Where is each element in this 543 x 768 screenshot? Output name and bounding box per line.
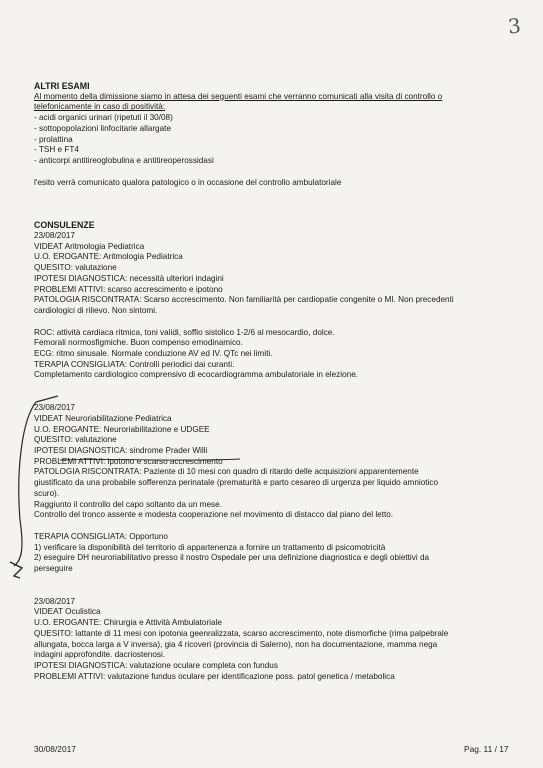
altri-esami-intro-line1: Al momento della dimissione siamo in attesa dei seguenti esami che verranno comunicati alla visita di controllo o — [34, 91, 443, 101]
handwritten-page-number: 3 — [506, 13, 522, 39]
section-heading-consulenze: CONSULENZE — [34, 220, 95, 231]
consult-videat: VIDEAT Aritmologia Pediatrica — [34, 241, 145, 251]
document-body — [34, 81, 514, 682]
consult-uo: U.O. EROGANTE: Neuroriabilitazione e UDGEE — [34, 424, 210, 434]
consult-ipotesi: IPOTESI DIAGNOSTICA: sindrome Prader Willi — [34, 445, 208, 455]
consult-problemi: PROBLEMI ATTIVI: valutazione fundus oculare per identificazione poss. patol genetica / metabolica — [34, 671, 395, 681]
consult-terapia-item: 1) verificare la disponibilità del territorio di appartenenza a fornire un trattamento di psicomotricità — [34, 542, 386, 552]
consult-ipotesi: IPOTESI DIAGNOSTICA: necessità ulteriori indagini — [34, 273, 224, 283]
consult-uo: U.O. EROGANTE: Chirurgia e Attività Ambulatoriale — [34, 618, 222, 628]
consult-date: 23/08/2017 — [34, 231, 75, 241]
exam-item: - TSH e FT4 — [34, 145, 79, 155]
footer-date: 30/08/2017 — [34, 744, 76, 754]
consult-problemi: PROBLEMI ATTIVI: ipotono e scarso accrescimento — [34, 456, 223, 466]
consult-uo: U.O. EROGANTE: Aritmologia Pediatrica — [34, 252, 183, 262]
consult-ecg: ECG: ritmo sinusale. Normale conduzione AV ed IV. QTc nei limiti. — [34, 349, 273, 359]
consult-controllo: Controllo del tronco assente e modesta cooperazione nel movimento di distacco dal piano del letto. — [34, 510, 394, 520]
footer-page-number: Pag. 11 / 17 — [464, 744, 509, 754]
consult-terapia-item: perseguire — [34, 564, 73, 574]
consult-patologia: cardiologici di rilievo. Non sintomi. — [34, 305, 158, 315]
consult-quesito: QUESITO: lattante di 11 mesi con ipotonia geenralizzata, scarso accrescimento, note dismorfiche (rima palpebrale — [34, 628, 449, 638]
exam-item: - prolattina — [34, 134, 73, 144]
consult-entry-oculistica — [34, 597, 514, 683]
consult-entry-neuroriabilitazione — [34, 403, 514, 575]
consult-ipotesi: IPOTESI DIAGNOSTICA: valutazione oculare completa con fundus — [34, 660, 278, 670]
consult-completamento: Completamento cardiologico comprensivo di ecocardiogramma ambulatoriale in elezione. — [34, 370, 359, 380]
consult-patologia: PATOLOGIA RISCONTRATA: Scarso accrescimento. Non familiarità per cardiopatie congenite o MI. Non precedenti — [34, 295, 454, 305]
consult-quesito: allungata, bocca larga a V inversa), gia 4 ricoveri (provincia di Salerno), non ha documentazione, mamma nega — [34, 639, 438, 649]
section-heading-altri-esami: ALTRI ESAMI — [34, 81, 90, 91]
consult-videat: VIDEAT Oculistica — [34, 607, 101, 617]
consult-patologia: giustificato da una probabile sofferenza perinatale (prematurità e parto cesareo di urgenza per liquido amniotico — [34, 478, 439, 488]
consult-entry-aritmologia — [34, 231, 514, 381]
consult-problemi: PROBLEMI ATTIVI: scarso accrescimento e ipotono — [34, 284, 223, 294]
consult-videat: VIDEAT Neuroriabilitazione Pediatrica — [34, 413, 172, 423]
exam-item: - acidi organici urinari (ripetuti il 30/08) — [34, 113, 173, 123]
consult-quesito: indagini approfondite. dacriostenosi. — [34, 650, 166, 660]
altri-esami-intro-line2: telefonicamente in caso di positività: — [34, 102, 166, 112]
consult-patologia: PATOLOGIA RISCONTRATA: Paziente di 10 mesi con quadro di ritardo delle acquisizioni apparentemente — [34, 467, 419, 477]
exam-item: - anticorpi antitireoglobulina e antitireoperossidasi — [34, 155, 214, 165]
consult-terapia: TERAPIA CONSIGLIATA: Opportuno — [34, 531, 168, 541]
consult-date: 23/08/2017 — [34, 596, 75, 606]
exam-item: - sottopopolazioni linfocitarie allargate — [34, 123, 171, 133]
consult-patologia: scuro). — [34, 488, 60, 498]
altri-esami-note: l'esito verrà comunicato qualora patologico o in occasione del controllo ambulatoriale — [34, 177, 342, 187]
consult-raggiunto: Raggiunto il controllo del capo soltanto da un mese. — [34, 499, 222, 509]
consult-quesito: QUESITO: valutazione — [34, 435, 117, 445]
consult-terapia-item: 2) eseguire DH neuroriabilitativo presso il nostro Ospedale per una definizione diagnostica e degli obiettivi da — [34, 553, 430, 563]
consult-quesito: QUESITO: valutazione — [34, 263, 117, 273]
consult-roc: ROC: attività cardiaca ritmica, toni validi, soffio sistolico 1-2/6 al mesocardio, dolce. — [34, 327, 335, 337]
consult-femorali: Femorali normosfigmiche. Buon compenso emodinamico. — [34, 338, 243, 348]
consult-date: 23/08/2017 — [34, 403, 75, 413]
consult-terapia: TERAPIA CONSIGLIATA: Controlli periodici dai curanti. — [34, 359, 235, 369]
